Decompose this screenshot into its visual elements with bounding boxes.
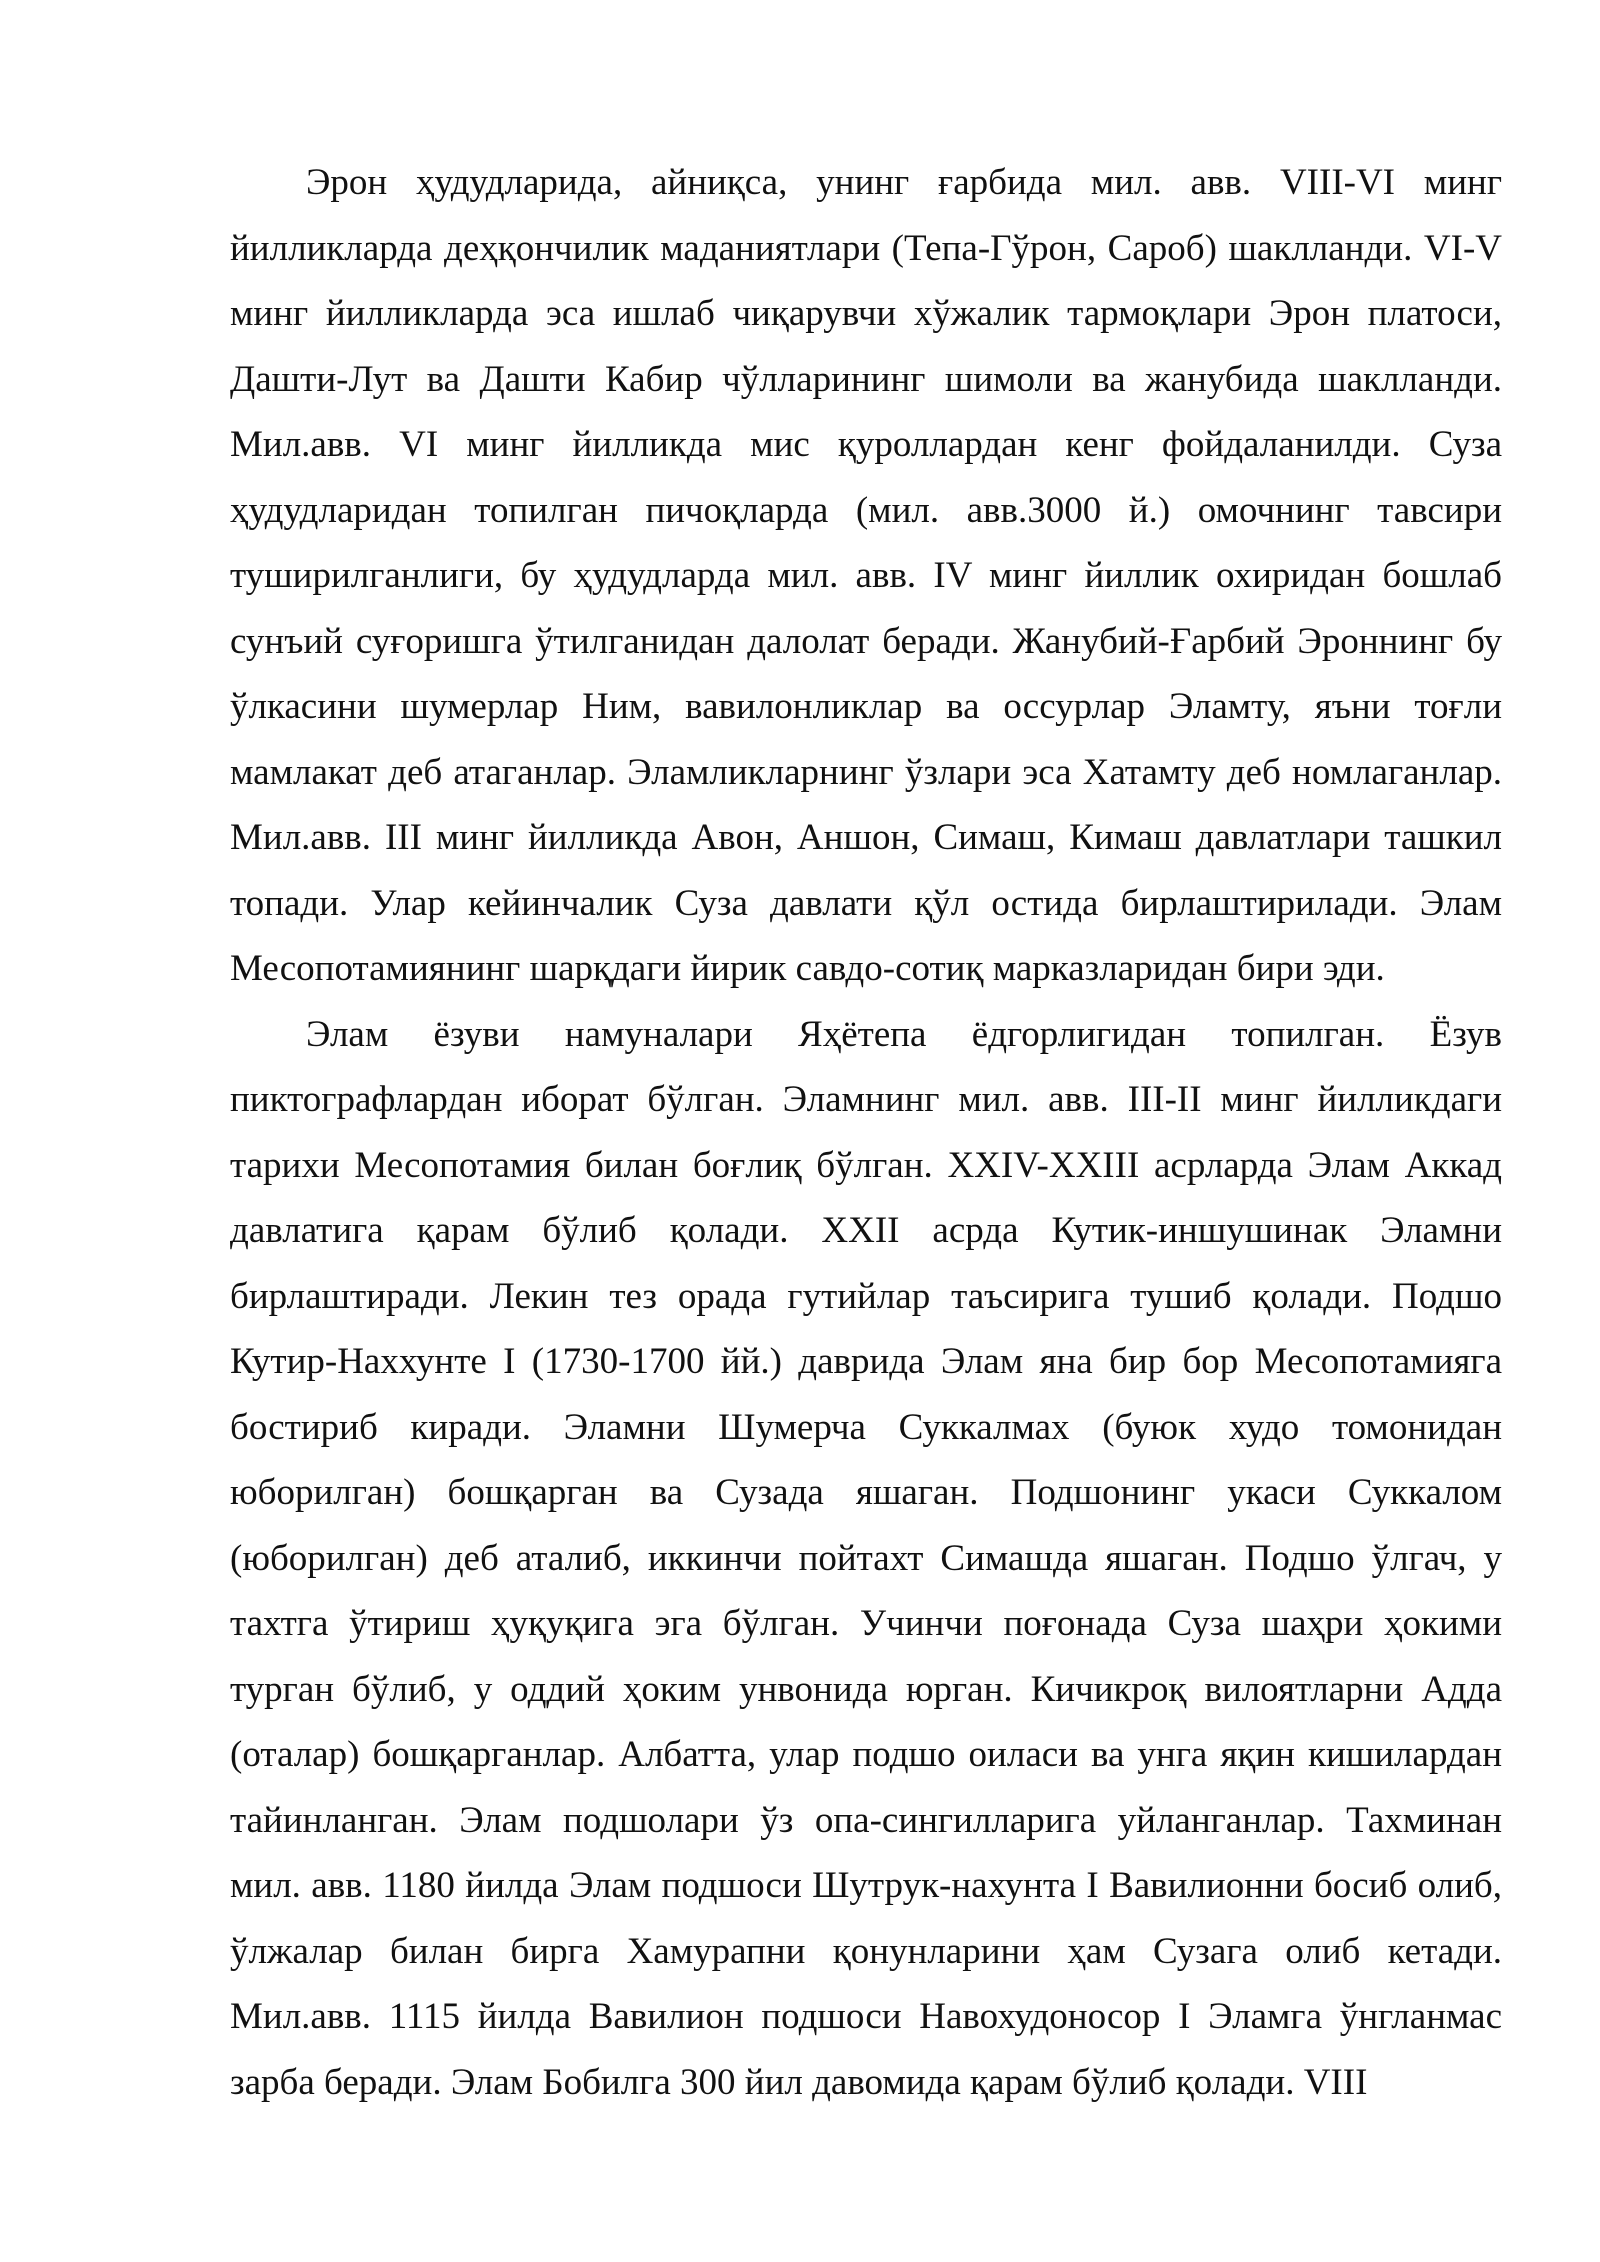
paragraph-1: Эрон ҳудудларида, айниқса, унинг ғарбида мил. авв. VIII-VI минг йилликларда деҳқончилик маданиятлари (Тепа-Гўрон, Сароб) шаклланди. VI-V минг йилликларда эса ишлаб чиқарувчи хўжалик тармоқлари Эрон платоси, Дашти-Лут ва Дашти Кабир чўлларининг шимоли ва жанубида шаклланди. Мил.авв. VI минг йилликда мис қуроллардан кенг фойдаланилди. Суза ҳудудларидан топилган пичоқларда (мил. авв.3000 й.) омочнинг тавсири туширилганлиги, бу ҳудудларда мил. авв. IV минг йиллик охиридан бошлаб сунъий суғоришга ўтилганидан далолат беради. Жанубий-Ғарбий Эроннинг бу ўлкасини шумерлар Ним, вавилонликлар ва оссурлар Эламту, яъни тоғли мамлакат деб атаганлар. Эламликларнинг ўзлари эса Хатамту деб номлаганлар. Мил.авв. III минг йилликда Авон, Аншон, Симаш, Кимаш давлатлари ташкил топади. Улар кейинчалик Суза давлати қўл остида бирлаштирилади. Элам Месопотамиянинг шарқдаги йирик савдо-сотиқ марказларидан бири эди. [230, 162, 1502, 989]
document-page [230, 150, 1502, 2115]
paragraph-2: Элам ёзуви намуналари Яҳётепа ёдгорлигидан топилган. Ёзув пиктографлардан иборат бўлган. Эламнинг мил. авв. III-II минг йилликдаги тарихи Месопотамия билан боғлиқ бўлган. XXIV-XXIII асрларда Элам Аккад давлатига қарам бўлиб қолади. XXII асрда Кутик-иншушинак Эламни бирлаштиради. Лекин тез орада гутийлар таъсирига тушиб қолади. Подшо Кутир-Наххунте I (1730-1700 йй.) даврида Элам яна бир бор Месопотамияга бостириб киради. Эламни Шумерча Суккалмах (буюк худо томонидан юборилган) бошқарган ва Сузада яшаган. Подшонинг укаси Суккалом (юборилган) деб аталиб, иккинчи пойтахт Симашда яшаган. Подшо ўлгач, у тахтга ўтириш ҳуқуқига эга бўлган. Учинчи поғонада Суза шаҳри ҳокими турган бўлиб, у оддий ҳоким унвонида юрган. Кичикроқ вилоятларни Адда (оталар) бошқарганлар. Албатта, улар подшо оиласи ва унга яқин кишилардан тайинланган. Элам подшолари ўз опа-сингилларига уйланганлар. Тахминан мил. авв. 1180 йилда Элам подшоси Шутрук-нахунта I Вавилионни босиб олиб, ўлжалар билан бирга Хамурапни қонунларини ҳам Сузага олиб кетади. Мил.авв. 1115 йилда Вавилион подшоси Навохудоносор I Эламга ўнгланмас зарба беради. Элам Бобилга 300 йил давомида қарам бўлиб қолади. VIII [230, 1013, 1502, 2103]
